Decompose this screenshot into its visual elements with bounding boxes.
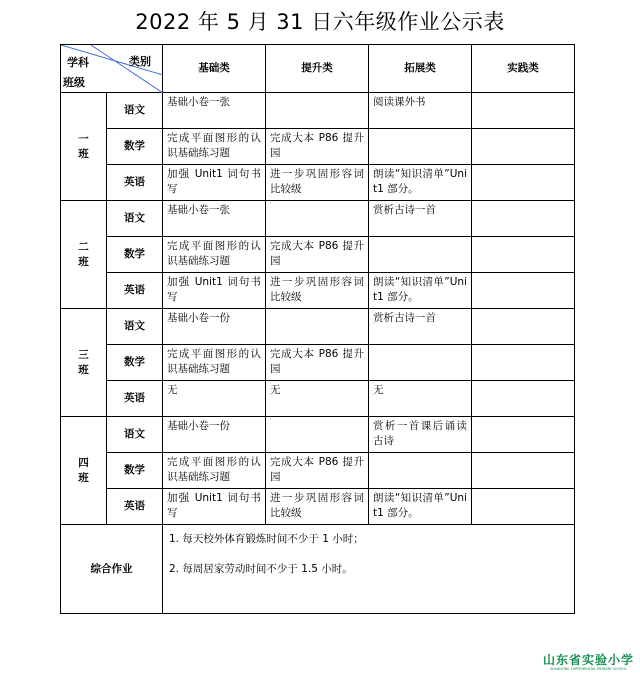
table-row [61, 273, 575, 309]
homework-cell: 朗读“知识清单”Unit1 部分。 [369, 273, 472, 309]
subject-cell: 数学 [107, 129, 163, 165]
homework-cell [369, 129, 472, 165]
subject-cell: 英语 [107, 165, 163, 201]
homework-cell: 进一步巩固形容词比较级 [266, 489, 369, 525]
subject-cell: 英语 [107, 273, 163, 309]
comprehensive-item: 2. 每周居家劳动时间不少于 1.5 小时。 [169, 563, 353, 575]
homework-cell: 朗读“知识清单”Unit1 部分。 [369, 165, 472, 201]
homework-cell: 完成大本 P86 提升园 [266, 345, 369, 381]
class-name-char: 四 [78, 456, 89, 469]
comprehensive-item: 1. 每天校外体育锻炼时间不少于 1 小时； [169, 533, 364, 545]
column-header-advanced: 提升类 [266, 45, 369, 93]
homework-cell [472, 309, 575, 345]
class-name-char: 班 [78, 471, 89, 484]
class-name-cell [61, 309, 107, 417]
homework-cell: 进一步巩固形容词比较级 [266, 165, 369, 201]
class-name-char: 班 [78, 255, 89, 268]
homework-cell: 加强 Unit1 词句书写 [163, 489, 266, 525]
subject-cell: 英语 [107, 381, 163, 417]
subject-cell: 英语 [107, 489, 163, 525]
homework-cell [266, 93, 369, 129]
homework-cell: 阅读课外书 [369, 93, 472, 129]
homework-cell: 无 [266, 381, 369, 417]
comprehensive-label: 综合作业 [61, 525, 163, 614]
homework-cell: 完成平面图形的认识基础练习题 [163, 453, 266, 489]
table-row [61, 417, 575, 453]
subject-cell: 数学 [107, 453, 163, 489]
page-title: 2022 年 5 月 31 日六年级作业公示表 [135, 10, 505, 34]
homework-cell [266, 417, 369, 453]
homework-cell: 无 [369, 381, 472, 417]
subject-label: 学科 [67, 56, 89, 69]
table-row [61, 345, 575, 381]
subject-cell: 数学 [107, 345, 163, 381]
homework-cell: 完成平面图形的认识基础练习题 [163, 237, 266, 273]
homework-cell [472, 129, 575, 165]
table-row [61, 93, 575, 129]
table-row [61, 453, 575, 489]
table-row [61, 237, 575, 273]
class-name-cell [61, 417, 107, 525]
homework-cell: 完成大本 P86 提升园 [266, 237, 369, 273]
homework-cell [472, 165, 575, 201]
homework-table [60, 44, 575, 614]
homework-cell [266, 201, 369, 237]
homework-cell: 完成大本 P86 提升园 [266, 453, 369, 489]
class-name-char: 班 [78, 363, 89, 376]
table-row [61, 381, 575, 417]
comprehensive-row [61, 525, 575, 614]
subject-category-label: 类别 [129, 55, 151, 68]
table-row [61, 165, 575, 201]
homework-cell [369, 345, 472, 381]
school-logo-name: 山东省实验小学 [542, 653, 634, 667]
homework-cell [472, 417, 575, 453]
table-row [61, 489, 575, 525]
homework-cell [472, 453, 575, 489]
homework-cell [266, 309, 369, 345]
table-row [61, 309, 575, 345]
subject-cell: 语文 [107, 201, 163, 237]
homework-cell: 赏析一首课后诵读古诗 [369, 417, 472, 453]
subject-cell: 数学 [107, 237, 163, 273]
header-diagonal-cell [61, 45, 163, 93]
class-name-char: 班 [78, 147, 89, 160]
comprehensive-content [163, 525, 575, 614]
class-name-char: 三 [78, 348, 89, 361]
homework-cell [369, 237, 472, 273]
column-header-extension: 拓展类 [369, 45, 472, 93]
homework-cell: 基础小卷一份 [163, 417, 266, 453]
school-logo [543, 651, 634, 671]
subject-cell: 语文 [107, 93, 163, 129]
homework-cell [472, 201, 575, 237]
column-header-basic: 基础类 [163, 45, 266, 93]
subject-cell: 语文 [107, 417, 163, 453]
homework-cell: 朗读“知识清单”Unit1 部分。 [369, 489, 472, 525]
class-name-cell [61, 93, 107, 201]
class-name-cell [61, 201, 107, 309]
subject-cell: 语文 [107, 309, 163, 345]
homework-cell: 基础小卷一份 [163, 309, 266, 345]
homework-cell: 基础小卷一张 [163, 201, 266, 237]
homework-cell [472, 345, 575, 381]
homework-cell [472, 381, 575, 417]
homework-cell: 完成大本 P86 提升园 [266, 129, 369, 165]
homework-cell [472, 489, 575, 525]
homework-cell: 基础小卷一张 [163, 93, 266, 129]
homework-cell: 完成平面图形的认识基础练习题 [163, 129, 266, 165]
class-label: 班级 [63, 76, 85, 89]
table-row [61, 129, 575, 165]
homework-cell [472, 93, 575, 129]
homework-cell: 赏析古诗一首 [369, 309, 472, 345]
homework-cell: 无 [163, 381, 266, 417]
homework-cell [369, 453, 472, 489]
homework-cell: 加强 Unit1 词句书写 [163, 273, 266, 309]
homework-cell: 加强 Unit1 词句书写 [163, 165, 266, 201]
class-name-char: 二 [78, 240, 89, 253]
column-header-practice: 实践类 [472, 45, 575, 93]
homework-cell: 完成平面图形的认识基础练习题 [163, 345, 266, 381]
homework-cell [472, 237, 575, 273]
homework-cell [472, 273, 575, 309]
school-logo-english: SHANDONG EXPERIMENTAL PRIMARY SCHOOL [550, 667, 627, 671]
table-row [61, 201, 575, 237]
homework-cell: 赏析古诗一首 [369, 201, 472, 237]
homework-cell: 进一步巩固形容词比较级 [266, 273, 369, 309]
class-name-char: 一 [78, 132, 89, 145]
